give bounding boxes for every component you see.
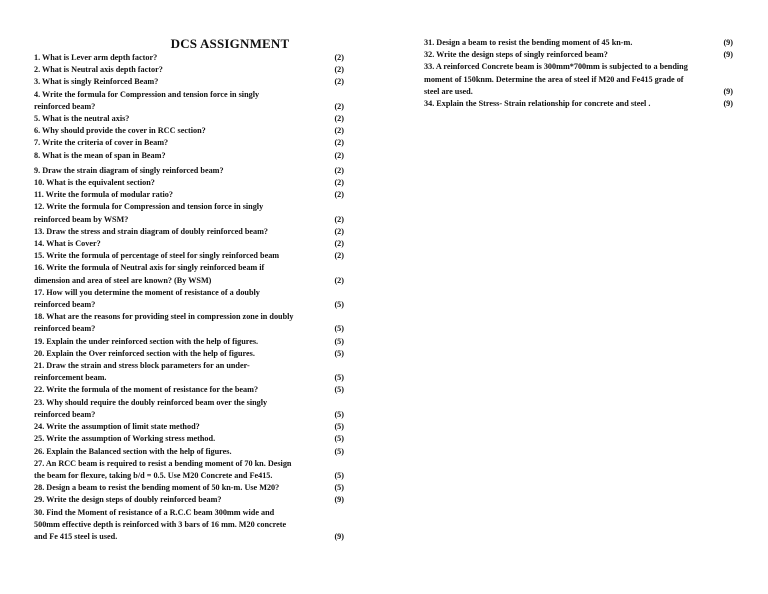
question-text: 27. An RCC beam is required to resist a bending moment of 70 kn. Design — [34, 458, 292, 468]
question-marks: (2) — [334, 65, 344, 75]
question-text: 8. What is the mean of span in Beam? — [34, 150, 166, 160]
question-item — [34, 397, 344, 421]
question-text: 24. Write the assumption of limit state method? — [34, 422, 200, 432]
question-text: 4. Write the formula for Compression and tension force in singly — [34, 89, 260, 99]
question-text: reinforced beam by WSM? — [34, 214, 129, 224]
question-item — [34, 226, 344, 238]
question-item — [424, 98, 733, 110]
question-marks: (2) — [334, 239, 344, 249]
question-item — [424, 37, 733, 49]
question-item — [34, 189, 344, 201]
question-marks: (2) — [334, 150, 344, 160]
question-marks: (9) — [334, 495, 344, 505]
question-marks: (5) — [334, 446, 344, 456]
question-marks: (9) — [334, 531, 344, 541]
question-item — [34, 165, 344, 177]
question-text: 26. Explain the Balanced section with the help of figures. — [34, 446, 232, 456]
question-item — [34, 494, 344, 506]
question-marks: (2) — [334, 178, 344, 188]
question-item — [34, 125, 344, 137]
question-item — [34, 433, 344, 445]
question-item — [34, 177, 344, 189]
question-text: 33. A reinforced Concrete beam is 300mm*700mm is subjected to a bending — [424, 62, 688, 72]
question-text: reinforced beam? — [34, 300, 96, 310]
question-item — [34, 384, 344, 396]
question-item — [34, 238, 344, 250]
question-item — [34, 348, 344, 360]
question-marks: (9) — [723, 86, 733, 96]
question-text: 14. What is Cover? — [34, 239, 101, 249]
question-item — [34, 482, 344, 494]
question-text: reinforced beam? — [34, 101, 96, 111]
question-marks: (5) — [334, 385, 344, 395]
question-marks: (2) — [334, 165, 344, 175]
question-text: steel are used. — [424, 86, 473, 96]
question-marks: (5) — [334, 373, 344, 383]
question-text: and Fe 415 steel is used. — [34, 531, 118, 541]
question-marks: (2) — [334, 101, 344, 111]
question-marks: (5) — [334, 470, 344, 480]
question-text: 29. Write the design steps of doubly reinforced beam? — [34, 495, 222, 505]
question-marks: (9) — [723, 38, 733, 47]
question-item — [34, 250, 344, 262]
question-marks: (5) — [334, 483, 344, 493]
question-text: 28. Design a beam to resist the bending moment of 50 kn-m. Use M20? — [34, 483, 280, 493]
question-marks: (2) — [334, 126, 344, 136]
question-text: 32. Write the design steps of singly reinforced beam? — [424, 50, 608, 60]
question-item — [424, 49, 733, 61]
question-item — [34, 262, 344, 286]
question-marks: (5) — [334, 336, 344, 346]
question-item — [34, 150, 344, 162]
question-item — [34, 113, 344, 125]
question-text: 12. Write the formula for Compression and tension force in singly — [34, 202, 264, 212]
question-marks: (2) — [334, 114, 344, 124]
question-marks: (2) — [334, 77, 344, 87]
question-item — [34, 89, 344, 113]
question-marks: (2) — [334, 214, 344, 224]
question-item — [34, 311, 344, 335]
question-marks: (5) — [334, 348, 344, 358]
question-text: 19. Explain the under reinforced section with the help of figures. — [34, 336, 259, 346]
question-text: 15. Write the formula of percentage of steel for singly reinforced beam — [34, 251, 280, 261]
question-item — [424, 61, 733, 98]
question-text: 25. Write the assumption of Working stress method. — [34, 434, 216, 444]
question-item — [34, 64, 344, 76]
question-text: 1. What is Lever arm depth factor? — [34, 53, 158, 62]
question-column-left — [34, 52, 344, 543]
question-marks: (2) — [334, 226, 344, 236]
question-text: 13. Draw the stress and strain diagram of doubly reinforced beam? — [34, 226, 269, 236]
question-text: 23. Why should require the doubly reinforced beam over the singly — [34, 397, 268, 407]
question-marks: (9) — [723, 99, 733, 109]
question-text: 3. What is singly Reinforced Beam? — [34, 77, 159, 87]
question-item — [34, 52, 344, 64]
question-marks: (9) — [723, 50, 733, 60]
question-text: dimension and area of steel are known? (By WSM) — [34, 275, 212, 285]
question-text: 22. Write the formula of the moment of resistance for the beam? — [34, 385, 259, 395]
page-title: DCS ASSIGNMENT — [170, 36, 290, 51]
question-text: 16. Write the formula of Neutral axis for singly reinforced beam if — [34, 263, 265, 273]
question-item — [34, 507, 344, 544]
question-item — [34, 360, 344, 384]
question-text: reinforcement beam. — [34, 373, 107, 383]
question-text: moment of 150knm. Determine the area of steel if M20 and Fe415 grade of — [424, 74, 684, 84]
question-text: 31. Design a beam to resist the bending moment of 45 kn-m. — [424, 38, 633, 47]
question-text: reinforced beam? — [34, 409, 96, 419]
question-marks: (2) — [334, 53, 344, 62]
question-marks: (5) — [334, 434, 344, 444]
question-marks: (2) — [334, 275, 344, 285]
question-text: 20. Explain the Over reinforced section with the help of figures. — [34, 348, 255, 358]
question-item — [34, 287, 344, 311]
question-text: 2. What is Neutral axis depth factor? — [34, 65, 163, 75]
question-text: 10. What is the equivalent section? — [34, 178, 155, 188]
question-marks: (5) — [334, 422, 344, 432]
question-item — [34, 336, 344, 348]
question-text: 17. How will you determine the moment of resistance of a doubly — [34, 287, 260, 297]
question-marks: (5) — [334, 409, 344, 419]
question-text: 18. What are the reasons for providing steel in compression zone in doubly — [34, 312, 294, 322]
question-item — [34, 421, 344, 433]
question-item — [34, 446, 344, 458]
question-text: reinforced beam? — [34, 324, 96, 334]
question-item — [34, 201, 344, 225]
question-item — [34, 76, 344, 88]
question-marks: (5) — [334, 324, 344, 334]
question-text: 21. Draw the strain and stress block parameters for an under- — [34, 361, 250, 371]
question-item — [34, 458, 344, 482]
question-text: 30. Find the Moment of resistance of a R.C.C beam 300mm wide and — [34, 507, 275, 517]
question-text: 5. What is the neutral axis? — [34, 114, 130, 124]
question-text: 500mm effective depth is reinforced with 3 bars of 16 mm. M20 concrete — [34, 519, 287, 529]
question-text: 11. Write the formula of modular ratio? — [34, 190, 173, 200]
question-marks: (2) — [334, 190, 344, 200]
question-text: 34. Explain the Stress- Strain relationship for concrete and steel . — [424, 99, 651, 109]
question-column-right — [424, 37, 733, 110]
question-marks: (2) — [334, 138, 344, 148]
question-text: the beam for flexure, taking b/d = 0.5. Use M20 Concrete and Fe415. — [34, 470, 273, 480]
question-marks: (2) — [334, 251, 344, 261]
question-item — [34, 137, 344, 149]
question-text: 9. Draw the strain diagram of singly reinforced beam? — [34, 165, 224, 175]
question-text: 6. Why should provide the cover in RCC section? — [34, 126, 206, 136]
question-text: 7. Write the criteria of cover in Beam? — [34, 138, 169, 148]
question-marks: (5) — [334, 300, 344, 310]
